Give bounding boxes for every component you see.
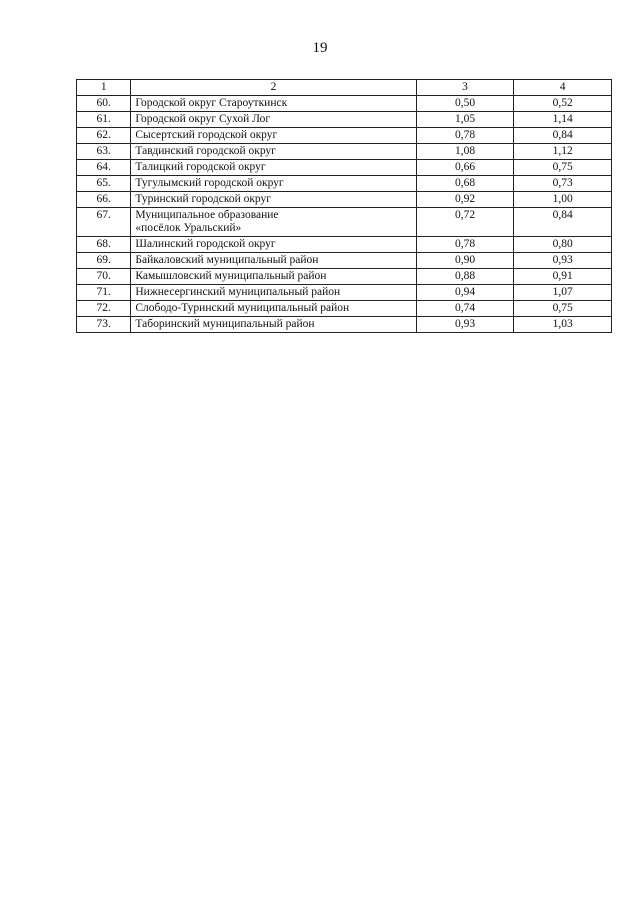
value-col4-cell: 1,00 [514,192,612,208]
row-number-cell: 64. [77,160,131,176]
row-number-cell: 73. [77,317,131,333]
value-col4-cell: 1,14 [514,112,612,128]
value-col4-cell: 0,84 [514,128,612,144]
municipality-name-cell [131,160,416,176]
data-table [76,79,612,333]
municipality-name-line: Шалинский городской округ [135,238,276,250]
municipality-name-line: Слободо-Туринский муниципальный район [135,302,350,314]
row-number-cell: 65. [77,176,131,192]
municipality-name-cell [131,96,416,112]
page-number: 19 [312,40,328,56]
table-row [77,176,612,192]
header-cell-2: 2 [131,80,416,96]
municipality-name-line: Тавдинский городской округ [135,145,276,157]
municipality-name-line: Муниципальное образование [135,209,279,221]
municipality-name-cell [131,301,416,317]
table-row [77,160,612,176]
municipality-name-cell [131,112,416,128]
value-col3-cell: 0,50 [416,96,514,112]
table-row [77,317,612,333]
table-row [77,128,612,144]
municipality-name-line: Сысертский городской округ [135,129,278,141]
table-row [77,237,612,253]
header-cell-3: 3 [416,80,514,96]
header-cell-4: 4 [514,80,612,96]
municipality-name-line: Талицкий городской округ [135,161,266,173]
value-col3-cell: 0,78 [416,237,514,253]
municipality-name-line: Тугулымский городской округ [135,177,284,189]
row-number-cell: 61. [77,112,131,128]
municipality-name-line: Городской округ Староуткинск [135,97,288,109]
value-col3-cell: 0,94 [416,285,514,301]
value-col4-cell: 0,73 [514,176,612,192]
value-col3-cell: 0,72 [416,208,514,237]
table-header-row [77,80,612,96]
value-col4-cell: 1,03 [514,317,612,333]
value-col4-cell: 0,91 [514,269,612,285]
municipality-name-cell [131,237,416,253]
municipality-name-cell [131,253,416,269]
row-number-cell: 60. [77,96,131,112]
table-row [77,112,612,128]
row-number-cell: 70. [77,269,131,285]
table-row [77,269,612,285]
value-col3-cell: 0,92 [416,192,514,208]
value-col4-cell: 0,80 [514,237,612,253]
value-col4-cell: 0,75 [514,160,612,176]
value-col3-cell: 1,05 [416,112,514,128]
table-row [77,144,612,160]
value-col4-cell: 0,52 [514,96,612,112]
value-col4-cell: 0,84 [514,208,612,237]
header-cell-1: 1 [77,80,131,96]
municipality-name-line: Камышловский муниципальный район [135,270,327,282]
municipality-name-cell [131,269,416,285]
table-body [77,80,612,333]
value-col4-cell: 0,93 [514,253,612,269]
municipality-name-cell [131,192,416,208]
municipality-name-line: Нижнесергинский муниципальный район [135,286,341,298]
value-col3-cell: 0,74 [416,301,514,317]
row-number-cell: 71. [77,285,131,301]
municipality-name-line: Таборинский муниципальный район [135,318,315,330]
table-row [77,208,612,237]
value-col4-cell: 0,75 [514,301,612,317]
value-col3-cell: 1,08 [416,144,514,160]
municipality-name-line: «посёлок Уральский» [135,222,242,234]
row-number-cell: 63. [77,144,131,160]
row-number-cell: 69. [77,253,131,269]
municipality-name-cell [131,317,416,333]
row-number-cell: 68. [77,237,131,253]
value-col3-cell: 0,68 [416,176,514,192]
value-col4-cell: 1,07 [514,285,612,301]
value-col3-cell: 0,66 [416,160,514,176]
table-row [77,285,612,301]
value-col3-cell: 0,78 [416,128,514,144]
row-number-cell: 67. [77,208,131,237]
municipality-name-line: Туринский городской округ [135,193,271,205]
value-col3-cell: 0,93 [416,317,514,333]
row-number-cell: 72. [77,301,131,317]
municipality-name-cell [131,144,416,160]
table-row [77,96,612,112]
municipality-name-line: Городской округ Сухой Лог [135,113,271,125]
table-row [77,192,612,208]
value-col3-cell: 0,90 [416,253,514,269]
table-row [77,253,612,269]
value-col4-cell: 1,12 [514,144,612,160]
municipality-name-cell [131,176,416,192]
row-number-cell: 66. [77,192,131,208]
municipality-name-line: Байкаловский муниципальный район [135,254,319,266]
table-row [77,301,612,317]
municipality-name-cell [131,208,416,237]
municipality-name-cell [131,128,416,144]
value-col3-cell: 0,88 [416,269,514,285]
municipality-name-cell [131,285,416,301]
row-number-cell: 62. [77,128,131,144]
